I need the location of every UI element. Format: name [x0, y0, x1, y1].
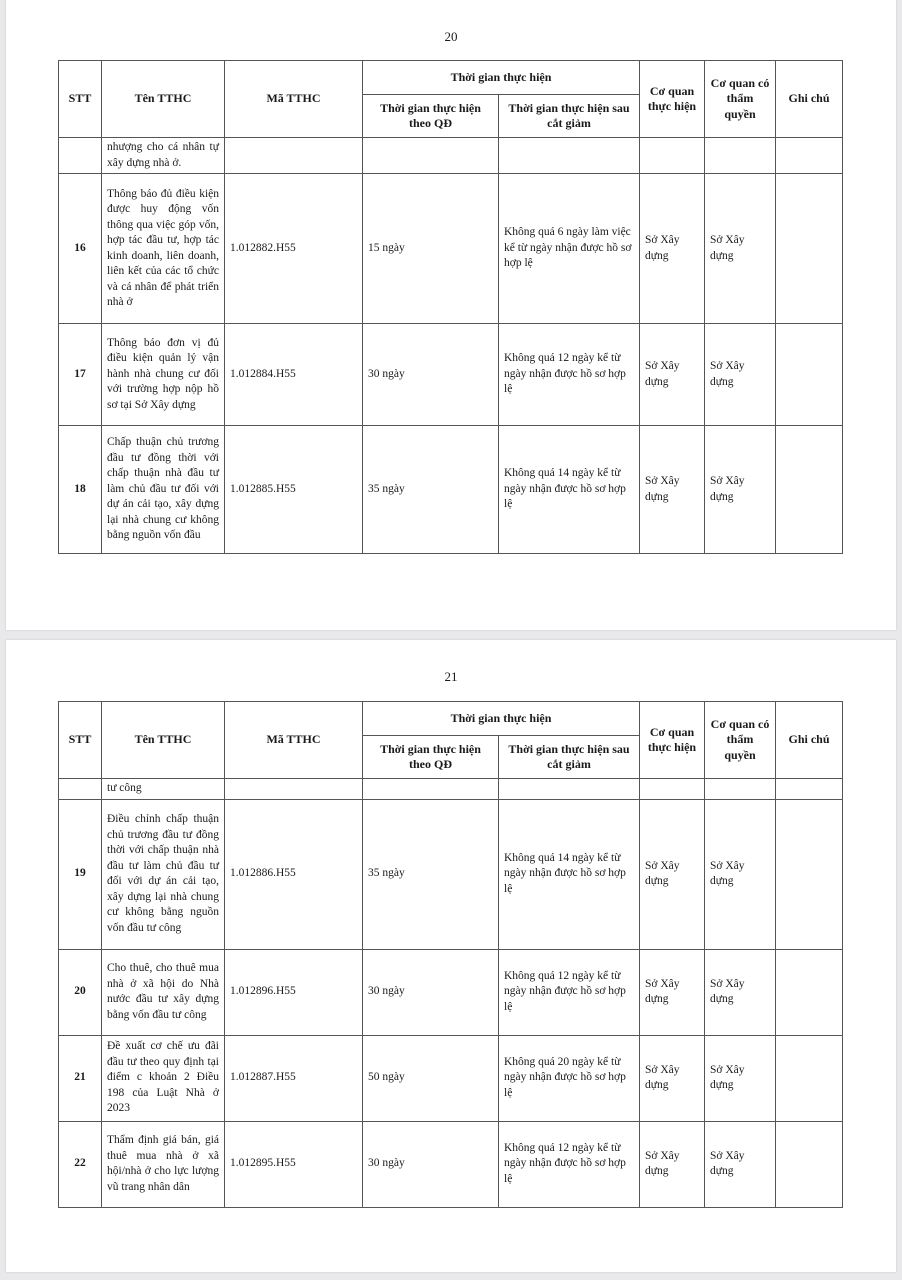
competent-authority: Sở Xây dựng [705, 174, 776, 324]
row-number: 20 [59, 949, 102, 1035]
time-by-decision: 30 ngày [363, 1121, 499, 1207]
implementing-agency: Sở Xây dựng [640, 174, 705, 324]
time-after-reduction: Không quá 12 ngày kể từ ngày nhận được hồ sơ hợp lệ [499, 324, 640, 426]
procedure-name: Thông báo đủ điều kiện được huy động vốn thông qua việc góp vốn, hợp tác đầu tư, hợp tác kinh doanh, liên doanh, liên kết của các tổ chức và cá nhân để phát triển nhà ở [102, 174, 225, 324]
time-after-reduction: Không quá 6 ngày làm việc kể từ ngày nhận được hồ sơ hợp lệ [499, 174, 640, 324]
competent-authority: Sở Xây dựng [705, 799, 776, 949]
note [776, 1035, 843, 1121]
competent-authority: Sở Xây dựng [705, 324, 776, 426]
implementing-agency: Sở Xây dựng [640, 799, 705, 949]
procedure-table [58, 60, 843, 554]
procedure-name: Điều chỉnh chấp thuận chủ trương đầu tư đồng thời với chấp thuận nhà đầu tư làm chủ đầu tư đối với dự án cải tạo, xây dựng lại nhà chung cư không bằng nguồn vốn đầu tư công [102, 799, 225, 949]
document-page-20 [6, 0, 896, 630]
continuation-row [59, 779, 843, 800]
time-by-decision: 30 ngày [363, 949, 499, 1035]
competent-authority: Sở Xây dựng [705, 949, 776, 1035]
header-agency: Cơ quan thực hiện [640, 702, 705, 779]
implementing-agency: Sở Xây dựng [640, 1121, 705, 1207]
procedure-code: 1.012895.H55 [225, 1121, 363, 1207]
document-page-21 [6, 640, 896, 1272]
procedure-name: Thông báo đơn vị đủ điều kiện quản lý vận hành nhà chung cư đối với trường hợp nộp hồ sơ tại Sở Xây dựng [102, 324, 225, 426]
row-number: 19 [59, 799, 102, 949]
procedure-name: Thẩm định giá bán, giá thuê mua nhà ở xã hội/nhà ở cho lực lượng vũ trang nhân dân [102, 1121, 225, 1207]
table-row [59, 799, 843, 949]
time-by-decision: 15 ngày [363, 174, 499, 324]
procedure-code: 1.012882.H55 [225, 174, 363, 324]
header-stt: STT [59, 702, 102, 779]
implementing-agency: Sở Xây dựng [640, 426, 705, 554]
competent-authority: Sở Xây dựng [705, 1121, 776, 1207]
header-stt: STT [59, 61, 102, 138]
header-time-decision: Thời gian thực hiện theo QĐ [363, 736, 499, 779]
row-number: 22 [59, 1121, 102, 1207]
header-authority: Cơ quan có thẩm quyền [705, 61, 776, 138]
time-after-reduction: Không quá 14 ngày kể từ ngày nhận được hồ sơ hợp lệ [499, 799, 640, 949]
competent-authority: Sở Xây dựng [705, 426, 776, 554]
header-authority: Cơ quan có thẩm quyền [705, 702, 776, 779]
continuation-text: nhượng cho cá nhân tự xây dựng nhà ở. [102, 138, 225, 174]
competent-authority: Sở Xây dựng [705, 1035, 776, 1121]
header-time-decision: Thời gian thực hiện theo QĐ [363, 95, 499, 138]
header-time: Thời gian thực hiện [363, 702, 640, 736]
time-by-decision: 35 ngày [363, 799, 499, 949]
row-number: 18 [59, 426, 102, 554]
note [776, 949, 843, 1035]
implementing-agency: Sở Xây dựng [640, 949, 705, 1035]
table-row [59, 949, 843, 1035]
header-time-reduced: Thời gian thực hiện sau cắt giảm [499, 95, 640, 138]
note [776, 324, 843, 426]
time-after-reduction: Không quá 12 ngày kể từ ngày nhận được hồ sơ hợp lệ [499, 949, 640, 1035]
header-note: Ghi chú [776, 702, 843, 779]
header-name: Tên TTHC [102, 61, 225, 138]
table-row [59, 1121, 843, 1207]
note [776, 174, 843, 324]
page-number: 21 [444, 669, 458, 684]
procedure-code: 1.012884.H55 [225, 324, 363, 426]
page-number: 20 [444, 29, 458, 44]
procedure-code: 1.012887.H55 [225, 1035, 363, 1121]
note [776, 426, 843, 554]
header-code: Mã TTHC [225, 702, 363, 779]
procedure-name: Cho thuê, cho thuê mua nhà ở xã hội do Nhà nước đầu tư xây dựng bằng vốn đầu tư công [102, 949, 225, 1035]
time-after-reduction: Không quá 14 ngày kể từ ngày nhận được hồ sơ hợp lệ [499, 426, 640, 554]
procedure-code: 1.012885.H55 [225, 426, 363, 554]
row-number: 16 [59, 174, 102, 324]
procedure-name: Đề xuất cơ chế ưu đãi đầu tư theo quy định tại điểm c khoản 2 Điều 198 của Luật Nhà ở 2023 [102, 1035, 225, 1121]
time-after-reduction: Không quá 20 ngày kể từ ngày nhận được hồ sơ hợp lệ [499, 1035, 640, 1121]
continuation-text: tư công [102, 779, 225, 800]
table-row [59, 426, 843, 554]
header-name: Tên TTHC [102, 702, 225, 779]
time-after-reduction: Không quá 12 ngày kể từ ngày nhận được hồ sơ hợp lệ [499, 1121, 640, 1207]
procedure-name: Chấp thuận chủ trương đầu tư đồng thời với chấp thuận nhà đầu tư làm chủ đầu tư đối với dự án cải tạo, xây dựng lại nhà chung cư không bằng nguồn vốn đầu [102, 426, 225, 554]
implementing-agency: Sở Xây dựng [640, 1035, 705, 1121]
procedure-table [58, 701, 843, 1208]
note [776, 799, 843, 949]
table-row [59, 1035, 843, 1121]
time-by-decision: 30 ngày [363, 324, 499, 426]
row-number: 17 [59, 324, 102, 426]
header-note: Ghi chú [776, 61, 843, 138]
time-by-decision: 35 ngày [363, 426, 499, 554]
header-code: Mã TTHC [225, 61, 363, 138]
header-time-reduced: Thời gian thực hiện sau cắt giảm [499, 736, 640, 779]
procedure-code: 1.012896.H55 [225, 949, 363, 1035]
implementing-agency: Sở Xây dựng [640, 324, 705, 426]
continuation-row [59, 138, 843, 174]
procedure-code: 1.012886.H55 [225, 799, 363, 949]
table-row [59, 174, 843, 324]
header-time: Thời gian thực hiện [363, 61, 640, 95]
time-by-decision: 50 ngày [363, 1035, 499, 1121]
header-agency: Cơ quan thực hiện [640, 61, 705, 138]
note [776, 1121, 843, 1207]
table-row [59, 324, 843, 426]
row-number: 21 [59, 1035, 102, 1121]
